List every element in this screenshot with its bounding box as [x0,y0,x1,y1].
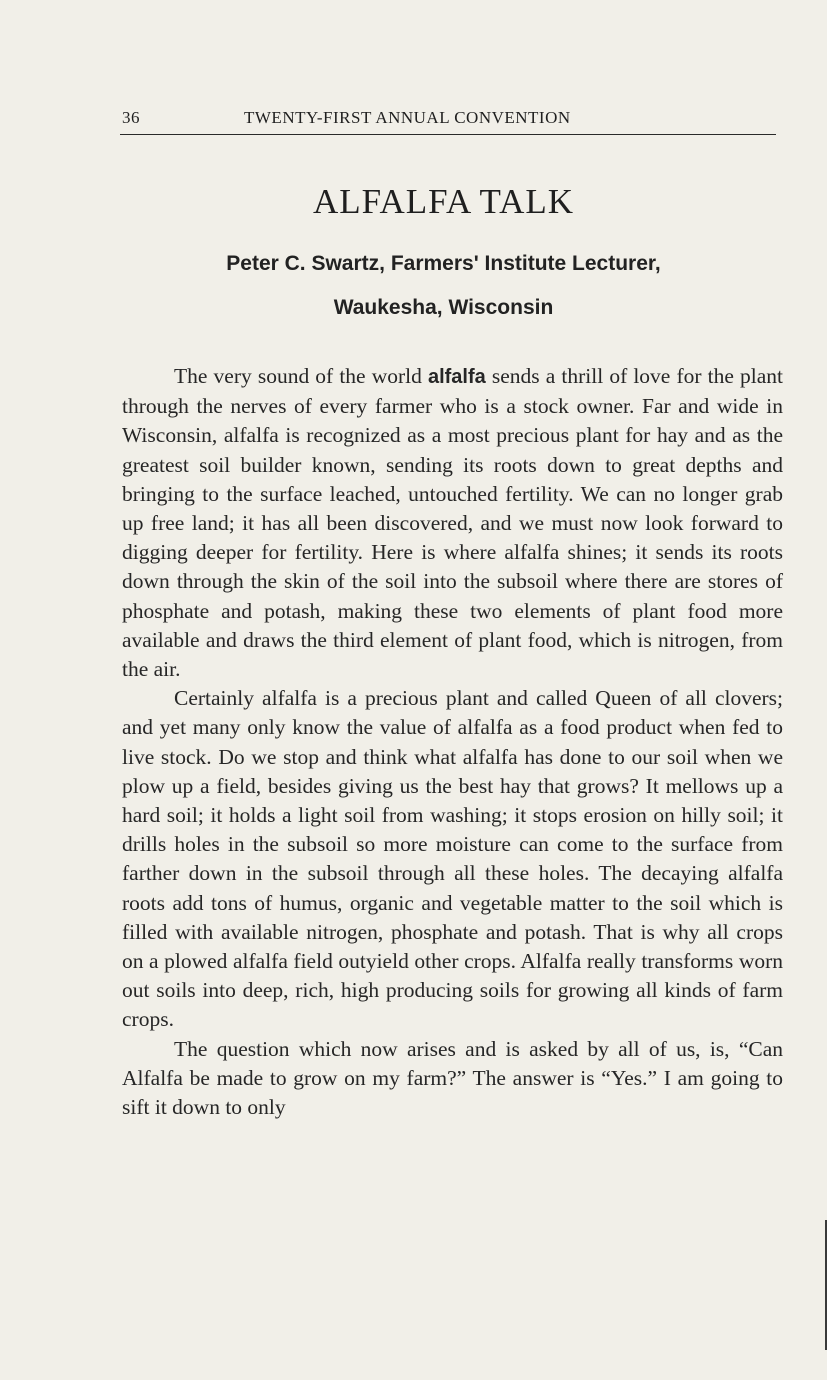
paragraph-3: The question which now arises and is asked by all of us, is, “Can Alfalfa be made to grow on my farm?” The answer is “Yes.” I am going to sift it down to only [122,1036,783,1120]
running-title: TWENTY-FIRST ANNUAL CONVENTION [244,108,571,127]
paragraph-1-rest: sends a thrill of love for the plant through the nerves of every farmer who is a stock owner. Far and wide in Wisconsin, alfalfa is recognized as a most precious plant for hay and as the greatest soil builder known, sending its roots down to great depths and bringing to the surface leached, untouched fertility. We can no longer grab up free land; it has all been discovered, and we must now look forward to digging deeper for fertility. Here is where alfalfa shines; it sends its roots down through the skin of the soil into the subsoil where there are stores of phosphate and potash, making these two elements of plant food more available and draws the third element of plant food, which is nitrogen, from the air. [122,364,783,682]
running-header [120,106,776,132]
header-rule [120,134,776,135]
article-body [122,362,783,1122]
author-byline: Peter C. Swartz, Farmers' Institute Lecturer, [226,252,661,275]
author-location: Waukesha, Wisconsin [333,296,554,319]
paragraph-1-start: The very sound of the world [174,364,428,388]
page-number: 36 [122,108,140,127]
paragraph-2: Certainly alfalfa is a precious plant and called Queen of all clovers; and yet many only know the value of alfalfa as a food product when fed to live stock. Do we stop and think what alfalfa has done to our soil when we plow up a field, besides giving us the best hay that grows? It mellows up a hard soil; it holds a light soil from washing; it stops erosion on hilly soil; it drills holes in the subsoil so more moisture can come to the surface from farther down in the subsoil through all these holes. The decaying alfalfa roots add tons of humus, organic and vegetable matter to the soil which is filled with available nitrogen, phosphate and potash. That is why all crops on a plowed alfalfa field outyield other crops. Alfalfa really transforms worn out soils into deep, rich, high producing soils for growing all kinds of farm crops. [122,686,783,1032]
article-title: ALFALFA TALK [312,182,575,221]
bold-term: alfalfa [427,366,486,388]
paragraph-1 [122,362,783,684]
